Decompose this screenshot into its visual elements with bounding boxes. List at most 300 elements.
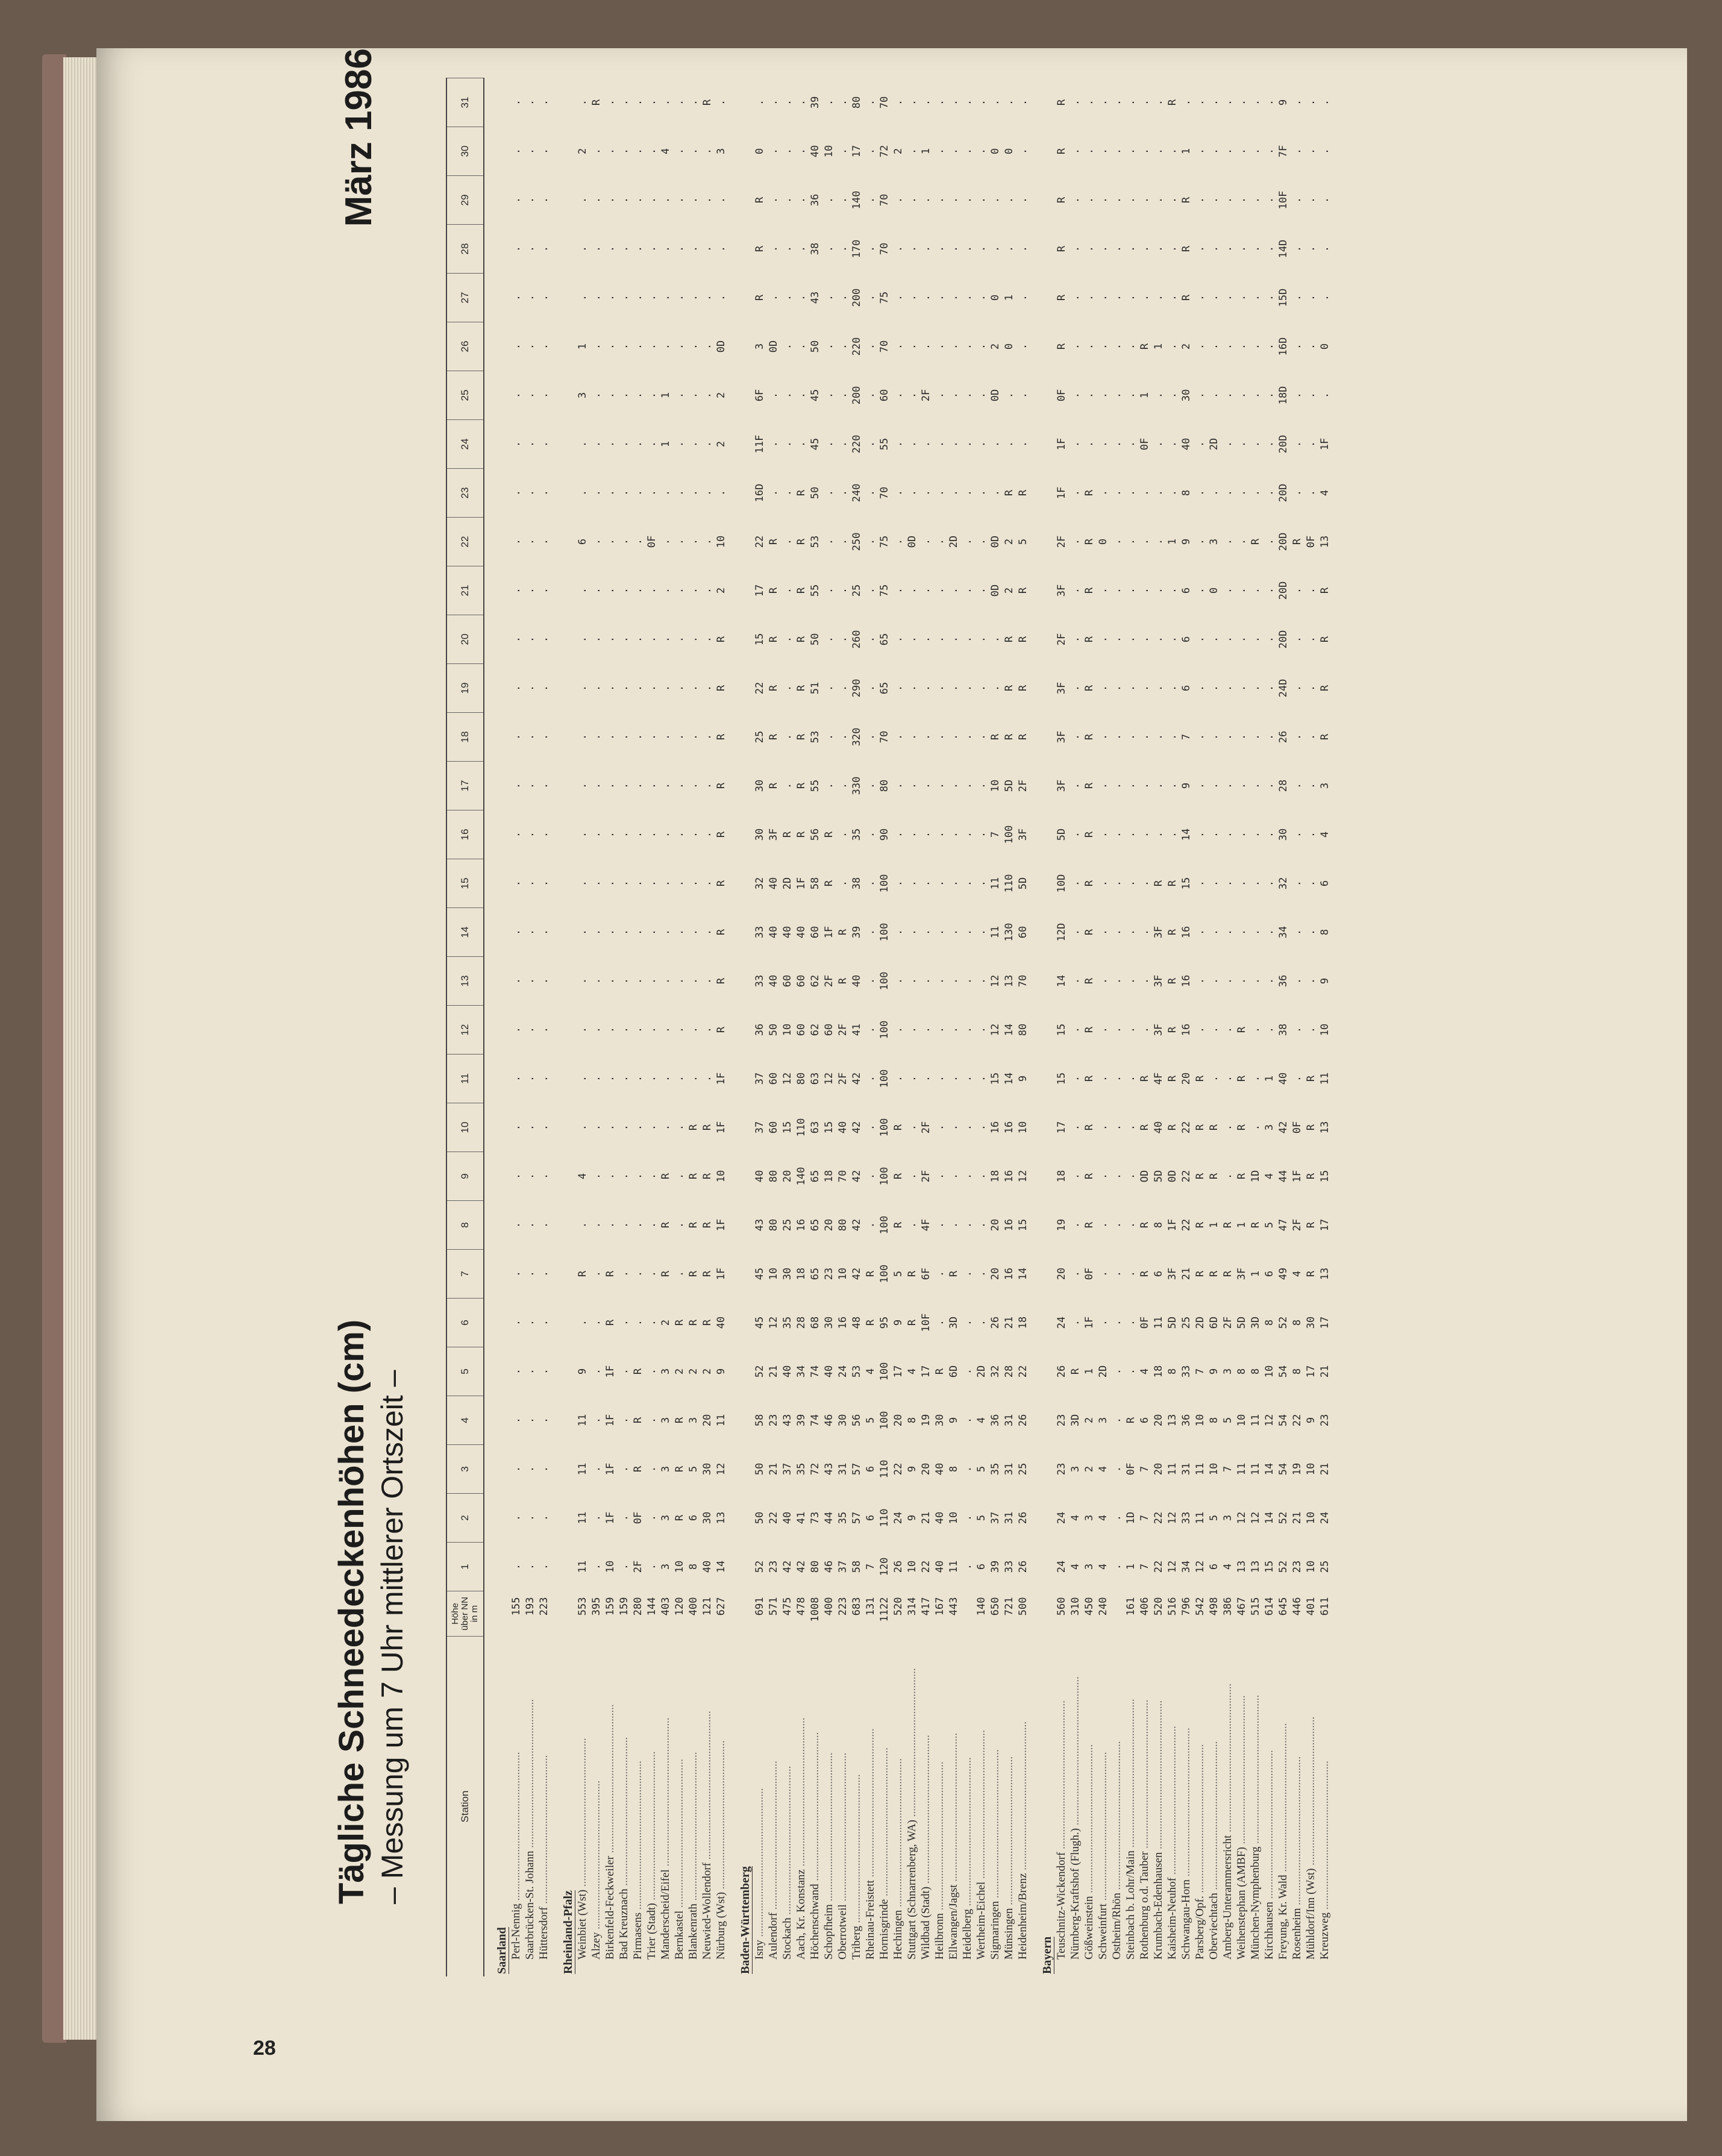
snow-depth-cell: . xyxy=(1110,929,1123,936)
station-height: 400 xyxy=(822,1597,835,1616)
snow-depth-cell: . xyxy=(510,1514,522,1521)
day-header: 15 xyxy=(446,859,484,908)
snow-depth-cell: R xyxy=(1166,1075,1179,1082)
snow-depth-cell: . xyxy=(933,1221,946,1229)
snow-depth-cell: R xyxy=(767,782,780,789)
snow-depth-cell: . xyxy=(590,343,603,350)
snow-depth-cell: . xyxy=(1003,392,1015,399)
station-height: 683 xyxy=(850,1597,863,1616)
snow-depth-cell: . xyxy=(1221,538,1234,545)
snow-depth-cell: . xyxy=(1069,831,1082,838)
snow-depth-cell: . xyxy=(537,294,550,301)
snow-depth-cell: . xyxy=(906,440,918,448)
snow-depth-cell: 3 xyxy=(1221,1514,1234,1521)
snow-depth-cell: R xyxy=(1003,685,1015,692)
snow-depth-cell: 74 xyxy=(809,1414,821,1427)
snow-depth-cell: 2F xyxy=(822,974,835,988)
snow-depth-cell: . xyxy=(604,294,616,301)
snow-depth-cell: . xyxy=(659,1075,672,1082)
snow-depth-cell: . xyxy=(961,880,974,887)
snow-depth-cell: 15 xyxy=(1055,1023,1068,1036)
snow-depth-cell: 70 xyxy=(878,340,891,353)
snow-depth-cell: . xyxy=(892,245,904,252)
snow-depth-cell: . xyxy=(590,587,603,594)
table-row xyxy=(1207,78,1221,1977)
snow-depth-cell: . xyxy=(524,538,536,545)
snow-depth-cell: 1 xyxy=(1166,538,1179,545)
snow-depth-cell: . xyxy=(590,880,603,887)
snow-depth-cell: . xyxy=(1110,880,1123,887)
snow-depth-cell: 22 xyxy=(1180,1170,1192,1183)
snow-depth-cell: 49 xyxy=(1277,1267,1289,1280)
snow-depth-cell: R xyxy=(1083,880,1095,887)
snow-depth-cell: 11 xyxy=(989,877,1001,890)
snow-depth-cell: . xyxy=(673,294,686,301)
snow-depth-cell: . xyxy=(836,343,849,350)
snow-depth-cell: 15 xyxy=(753,633,766,646)
snow-depth-cell: 20 xyxy=(892,1414,904,1427)
snow-depth-cell: R xyxy=(1138,1270,1151,1277)
snow-depth-cell: 40 xyxy=(933,1560,946,1573)
snow-depth-cell: . xyxy=(1138,245,1151,252)
snow-depth-cell: . xyxy=(892,929,904,936)
snow-depth-cell: . xyxy=(701,392,713,399)
region-row xyxy=(551,78,575,1977)
snow-depth-cell: 140 xyxy=(850,190,863,210)
snow-depth-cell: . xyxy=(933,977,946,985)
snow-depth-cell: . xyxy=(975,1075,988,1082)
snow-depth-cell: R xyxy=(1138,1075,1151,1082)
snow-depth-cell: R xyxy=(1166,1026,1179,1033)
snow-depth-cell: 22 xyxy=(1152,1511,1165,1525)
snow-depth-cell: . xyxy=(919,636,932,643)
snow-depth-cell: . xyxy=(590,1026,603,1033)
snow-depth-cell: . xyxy=(919,831,932,838)
snow-depth-cell: . xyxy=(701,489,713,497)
snow-depth-cell: . xyxy=(537,1563,550,1570)
snow-depth-cell: 12 xyxy=(1235,1511,1248,1525)
snow-depth-cell: . xyxy=(906,733,918,741)
snow-depth-cell: 240 xyxy=(850,483,863,503)
snow-depth-cell: . xyxy=(1194,929,1206,936)
snow-depth-cell: . xyxy=(590,1417,603,1424)
snow-depth-cell: 26 xyxy=(1055,1365,1068,1378)
snow-depth-cell: . xyxy=(687,148,700,155)
snow-depth-cell: . xyxy=(1016,99,1029,106)
snow-depth-cell: 6 xyxy=(1180,636,1192,643)
snow-depth-cell: . xyxy=(892,685,904,692)
snow-depth-cell: . xyxy=(947,245,960,252)
snow-depth-cell: 68 xyxy=(809,1316,821,1329)
snow-depth-cell: 52 xyxy=(1277,1316,1289,1329)
snow-depth-cell: . xyxy=(510,636,522,643)
snow-depth-cell: . xyxy=(1069,1026,1082,1033)
station-height: 516 xyxy=(1166,1597,1179,1616)
snow-depth-cell: . xyxy=(1235,831,1248,838)
snow-depth-cell: . xyxy=(510,1173,522,1180)
station-name: Neuwied-Wollendorf ..... xyxy=(700,1637,714,1977)
snow-depth-cell: 70 xyxy=(878,730,891,744)
snow-depth-cell: 35 xyxy=(781,1316,794,1329)
station-name: Weinbiet (Wst) ..... xyxy=(575,1637,589,1977)
snow-depth-cell: 50 xyxy=(809,486,821,500)
snow-depth-cell: 0D xyxy=(989,535,1001,548)
snow-depth-cell: . xyxy=(1249,636,1262,643)
snow-depth-cell: 70 xyxy=(1016,974,1029,988)
snow-depth-cell: . xyxy=(781,538,794,545)
snow-depth-cell: . xyxy=(989,440,1001,448)
snow-depth-cell: . xyxy=(604,929,616,936)
snow-depth-cell: 31 xyxy=(1003,1414,1015,1427)
station-name: Aach, Kr. Konstanz ..... xyxy=(794,1637,808,1977)
snow-depth-cell: 1F xyxy=(1166,1218,1179,1232)
snow-depth-cell: . xyxy=(933,782,946,789)
snow-depth-cell: 10 xyxy=(1016,1121,1029,1134)
snow-depth-cell: 53 xyxy=(809,535,821,548)
snow-depth-cell: R xyxy=(1083,489,1095,497)
snow-depth-cell: . xyxy=(1124,1221,1137,1229)
snow-depth-cell: 9 xyxy=(1318,977,1331,985)
snow-depth-cell: 1F xyxy=(715,1218,727,1232)
snow-depth-cell: 2F xyxy=(1055,535,1068,548)
snow-depth-cell: . xyxy=(1291,440,1303,448)
snow-depth-cell: . xyxy=(989,489,1001,497)
snow-depth-cell: . xyxy=(961,636,974,643)
snow-depth-cell: . xyxy=(933,343,946,350)
snow-depth-cell: . xyxy=(1194,880,1206,887)
snow-depth-cell: 80 xyxy=(836,1218,849,1232)
snow-depth-cell: . xyxy=(961,196,974,204)
snow-depth-cell: . xyxy=(1235,392,1248,399)
snow-depth-cell: 12 xyxy=(715,1462,727,1476)
snow-depth-cell: . xyxy=(659,538,672,545)
snow-depth-cell: R xyxy=(1194,1075,1206,1082)
snow-depth-cell: . xyxy=(1291,880,1303,887)
snow-depth-cell: R xyxy=(753,196,766,204)
snow-depth-cell: . xyxy=(781,636,794,643)
table-row xyxy=(1082,78,1096,1977)
snow-depth-cell: . xyxy=(645,440,658,448)
snow-depth-cell: . xyxy=(604,1026,616,1033)
snow-depth-cell: . xyxy=(1152,489,1165,497)
snow-depth-cell: 53 xyxy=(850,1365,863,1378)
snow-depth-cell: . xyxy=(919,343,932,350)
snow-depth-cell: . xyxy=(961,1563,974,1570)
snow-depth-cell: . xyxy=(767,245,780,252)
snow-depth-cell: 7 xyxy=(864,1563,877,1570)
station-height xyxy=(1110,1591,1124,1637)
station-height: 450 xyxy=(1083,1597,1095,1616)
snow-depth-cell: 24 xyxy=(892,1511,904,1525)
snow-depth-cell: . xyxy=(701,636,713,643)
snow-depth-cell: . xyxy=(795,245,807,252)
snow-depth-cell: . xyxy=(1304,685,1317,692)
snow-depth-cell: 58 xyxy=(850,1560,863,1573)
snow-depth-cell: . xyxy=(864,1075,877,1082)
snow-depth-cell: 55 xyxy=(878,437,891,451)
snow-depth-cell: R xyxy=(1055,294,1068,301)
snow-depth-cell: . xyxy=(645,1173,658,1180)
snow-depth-cell: 130 xyxy=(1003,923,1015,942)
snow-depth-cell: 2 xyxy=(1083,1417,1095,1424)
snow-depth-cell: 11 xyxy=(1194,1511,1206,1525)
snow-depth-cell: . xyxy=(933,148,946,155)
snow-depth-cell: . xyxy=(1097,489,1109,497)
snow-depth-cell: . xyxy=(906,99,918,106)
snow-depth-cell: 3D xyxy=(1249,1316,1262,1329)
snow-depth-cell: . xyxy=(618,1417,630,1424)
table-row xyxy=(808,78,822,1977)
snow-depth-cell: 80 xyxy=(767,1218,780,1232)
snow-depth-cell: . xyxy=(1291,489,1303,497)
snow-depth-cell: 40 xyxy=(767,926,780,939)
snow-depth-cell: R xyxy=(1003,489,1015,497)
snow-depth-cell: . xyxy=(1207,489,1220,497)
station-name: Rosenheim ..... xyxy=(1290,1637,1304,1977)
snow-depth-cell: 5 xyxy=(864,1417,877,1424)
snow-depth-cell: . xyxy=(933,685,946,692)
snow-depth-cell: 3 xyxy=(687,1417,700,1424)
snow-depth-cell: . xyxy=(1003,245,1015,252)
snow-depth-cell: . xyxy=(659,1026,672,1033)
snow-depth-cell: R xyxy=(659,1221,672,1229)
snow-depth-cell: 10 xyxy=(1263,1365,1276,1378)
station-name: Alzey ..... xyxy=(589,1637,603,1977)
snow-depth-cell: . xyxy=(975,1319,988,1326)
station-name: Kirchhausen ..... xyxy=(1262,1637,1276,1977)
snow-depth-cell: . xyxy=(645,733,658,741)
snow-depth-cell: 0 xyxy=(1003,343,1015,350)
snow-depth-cell: 31 xyxy=(1180,1462,1192,1476)
snow-depth-cell: . xyxy=(715,99,727,106)
snow-depth-cell: . xyxy=(933,1075,946,1082)
snow-depth-cell: R xyxy=(1291,538,1303,545)
snow-depth-cell: 100 xyxy=(878,923,891,942)
snow-depth-cell: R xyxy=(892,1173,904,1180)
snow-depth-cell: 2 xyxy=(715,587,727,594)
snow-depth-cell: . xyxy=(1152,196,1165,204)
snow-depth-cell: 110 xyxy=(878,1459,891,1479)
snow-depth-cell: . xyxy=(524,294,536,301)
snow-depth-cell: . xyxy=(1083,245,1095,252)
snow-depth-cell: . xyxy=(590,1563,603,1570)
snow-depth-cell: . xyxy=(604,1124,616,1131)
snow-depth-cell: R xyxy=(1138,343,1151,350)
snow-depth-cell: 6D xyxy=(947,1365,960,1378)
snow-depth-cell: 8 xyxy=(1318,929,1331,936)
snow-depth-cell: . xyxy=(1249,99,1262,106)
snow-depth-cell: . xyxy=(524,245,536,252)
snow-depth-cell: . xyxy=(673,1221,686,1229)
snow-depth-cell: R xyxy=(1138,1124,1151,1131)
snow-depth-cell: 3D xyxy=(1069,1414,1082,1427)
snow-depth-cell: . xyxy=(618,782,630,789)
snow-depth-cell: . xyxy=(1110,1417,1123,1424)
snow-depth-cell: R xyxy=(1083,1124,1095,1131)
snow-depth-cell: . xyxy=(537,343,550,350)
snow-depth-cell: 10 xyxy=(947,1511,960,1525)
snow-depth-cell: . xyxy=(1263,977,1276,985)
snow-depth-cell: . xyxy=(631,733,644,741)
snow-depth-cell: . xyxy=(537,1319,550,1326)
snow-depth-cell: 45 xyxy=(809,437,821,451)
snow-depth-cell: . xyxy=(906,148,918,155)
snow-depth-cell: R xyxy=(604,1270,616,1277)
snow-depth-cell: 6 xyxy=(975,1563,988,1570)
snow-depth-cell: . xyxy=(1263,294,1276,301)
snow-depth-cell: . xyxy=(524,1514,536,1521)
snow-depth-cell: R xyxy=(1016,636,1029,643)
snow-depth-cell: 200 xyxy=(850,386,863,405)
snow-depth-cell: . xyxy=(1069,636,1082,643)
snow-depth-cell: 4 xyxy=(1138,1368,1151,1375)
snow-depth-cell: . xyxy=(822,733,835,741)
snow-depth-cell: . xyxy=(1124,343,1137,350)
snow-depth-cell: . xyxy=(510,1124,522,1131)
snow-depth-cell: 55 xyxy=(809,584,821,597)
snow-depth-cell: 22 xyxy=(1152,1560,1165,1573)
snow-depth-cell: . xyxy=(687,733,700,741)
snow-depth-cell: . xyxy=(1124,1270,1137,1277)
snow-depth-cell: 14 xyxy=(1263,1511,1276,1525)
day-header: 31 xyxy=(446,78,484,127)
snow-depth-cell: . xyxy=(892,587,904,594)
snow-depth-cell: . xyxy=(1152,587,1165,594)
snow-depth-cell: . xyxy=(631,538,644,545)
snow-depth-cell: . xyxy=(618,440,630,448)
snow-depth-cell: . xyxy=(701,1075,713,1082)
snow-depth-cell: 26 xyxy=(1016,1414,1029,1427)
snow-depth-cell: . xyxy=(975,1221,988,1229)
snow-depth-cell: . xyxy=(961,440,974,448)
snow-depth-cell: . xyxy=(1166,343,1179,350)
snow-depth-cell: 30 xyxy=(753,779,766,792)
station-height: 121 xyxy=(701,1597,713,1616)
snow-depth-cell: . xyxy=(576,1124,589,1131)
snow-depth-cell: 16 xyxy=(1003,1121,1015,1134)
snow-depth-cell: 4 xyxy=(1097,1514,1109,1521)
snow-depth-cell: . xyxy=(645,1368,658,1375)
snow-depth-cell: . xyxy=(1083,148,1095,155)
snow-depth-cell: R xyxy=(1152,880,1165,887)
snow-depth-cell: 20D xyxy=(1277,581,1289,600)
snow-depth-cell: . xyxy=(1291,245,1303,252)
snow-depth-cell: . xyxy=(906,489,918,497)
snow-depth-cell: . xyxy=(590,489,603,497)
snow-depth-cell: . xyxy=(1003,99,1015,106)
snow-depth-cell: . xyxy=(1097,343,1109,350)
snow-depth-cell: . xyxy=(961,538,974,545)
snow-depth-cell: 4 xyxy=(659,148,672,155)
snow-depth-cell: . xyxy=(673,685,686,692)
snow-depth-cell: . xyxy=(659,587,672,594)
snow-depth-cell: . xyxy=(687,1026,700,1033)
snow-depth-cell: . xyxy=(1291,148,1303,155)
snow-depth-cell: 0 xyxy=(989,148,1001,155)
snow-depth-cell: R xyxy=(1055,245,1068,252)
snow-depth-cell: . xyxy=(510,440,522,448)
station-height: 120 xyxy=(673,1597,686,1616)
snow-depth-cell: 40 xyxy=(1152,1121,1165,1134)
snow-depth-cell: 43 xyxy=(753,1218,766,1232)
snow-depth-cell: 3 xyxy=(659,1465,672,1473)
day-header: 9 xyxy=(446,1152,484,1201)
station-height: 650 xyxy=(989,1597,1001,1616)
snow-depth-cell: 40 xyxy=(781,1365,794,1378)
snow-depth-cell: . xyxy=(673,636,686,643)
snow-depth-cell: 10 xyxy=(836,1267,849,1280)
snow-depth-cell: . xyxy=(1221,831,1234,838)
snow-depth-cell: R xyxy=(1249,1221,1262,1229)
station-height: 478 xyxy=(795,1597,807,1616)
snow-depth-cell: R xyxy=(1221,1270,1234,1277)
snow-depth-cell: . xyxy=(576,733,589,741)
snow-depth-cell: . xyxy=(1221,587,1234,594)
snow-depth-cell: 15 xyxy=(989,1072,1001,1085)
station-height: 167 xyxy=(933,1597,946,1616)
snow-depth-cell: 40 xyxy=(933,1511,946,1525)
snow-depth-cell: 3 xyxy=(715,148,727,155)
snow-depth-cell: 1D xyxy=(1124,1511,1137,1525)
snow-depth-cell: R xyxy=(715,782,727,789)
snow-depth-cell: . xyxy=(618,99,630,106)
snow-depth-cell: . xyxy=(1194,636,1206,643)
snow-depth-cell: 9 xyxy=(1304,1417,1317,1424)
snow-depth-cell: 9 xyxy=(1180,782,1192,789)
snow-depth-cell: 44 xyxy=(822,1511,835,1525)
snow-depth-cell: . xyxy=(590,831,603,838)
snow-depth-cell: R xyxy=(753,294,766,301)
snow-depth-cell: . xyxy=(1221,1124,1234,1131)
snow-depth-cell: 16 xyxy=(989,1121,1001,1134)
snow-depth-cell: . xyxy=(1124,245,1137,252)
snow-depth-cell: 70 xyxy=(836,1170,849,1183)
snow-depth-cell: 1F xyxy=(1055,486,1068,500)
snow-depth-cell: 11F xyxy=(753,434,766,454)
snow-depth-cell: R xyxy=(1235,1075,1248,1082)
snow-depth-cell: . xyxy=(618,929,630,936)
snow-depth-cell: . xyxy=(1304,196,1317,204)
snow-depth-cell: . xyxy=(1207,685,1220,692)
snow-depth-cell: . xyxy=(961,294,974,301)
snow-depth-cell: 37 xyxy=(836,1560,849,1573)
table-body xyxy=(484,78,1332,1977)
snow-depth-cell: . xyxy=(537,538,550,545)
snow-depth-cell: 33 xyxy=(1003,1560,1015,1573)
snow-depth-cell: . xyxy=(659,636,672,643)
snow-depth-cell: 20 xyxy=(822,1218,835,1232)
snow-depth-cell: 7 xyxy=(1221,1465,1234,1473)
snow-depth-cell: . xyxy=(537,1124,550,1131)
snow-depth-cell: . xyxy=(537,977,550,985)
snow-depth-cell: 1F xyxy=(604,1462,616,1476)
snow-depth-cell: . xyxy=(604,99,616,106)
snow-depth-cell: 8 xyxy=(687,1563,700,1570)
snow-depth-cell: 26 xyxy=(1277,730,1289,744)
snow-depth-cell: 4 xyxy=(1097,1465,1109,1473)
snow-depth-cell: 70 xyxy=(878,96,891,109)
snow-depth-cell: 0F xyxy=(631,1511,644,1525)
snow-depth-cell: 100 xyxy=(878,1020,891,1039)
station-name: Kreuzweg ..... xyxy=(1318,1637,1332,1977)
snow-depth-cell: . xyxy=(906,343,918,350)
table-row xyxy=(537,78,551,1977)
snow-depth-cell: . xyxy=(1166,831,1179,838)
snow-depth-cell: . xyxy=(604,685,616,692)
snow-depth-cell: . xyxy=(1263,489,1276,497)
snow-depth-cell: . xyxy=(1124,148,1137,155)
snow-depth-cell: . xyxy=(961,1124,974,1131)
